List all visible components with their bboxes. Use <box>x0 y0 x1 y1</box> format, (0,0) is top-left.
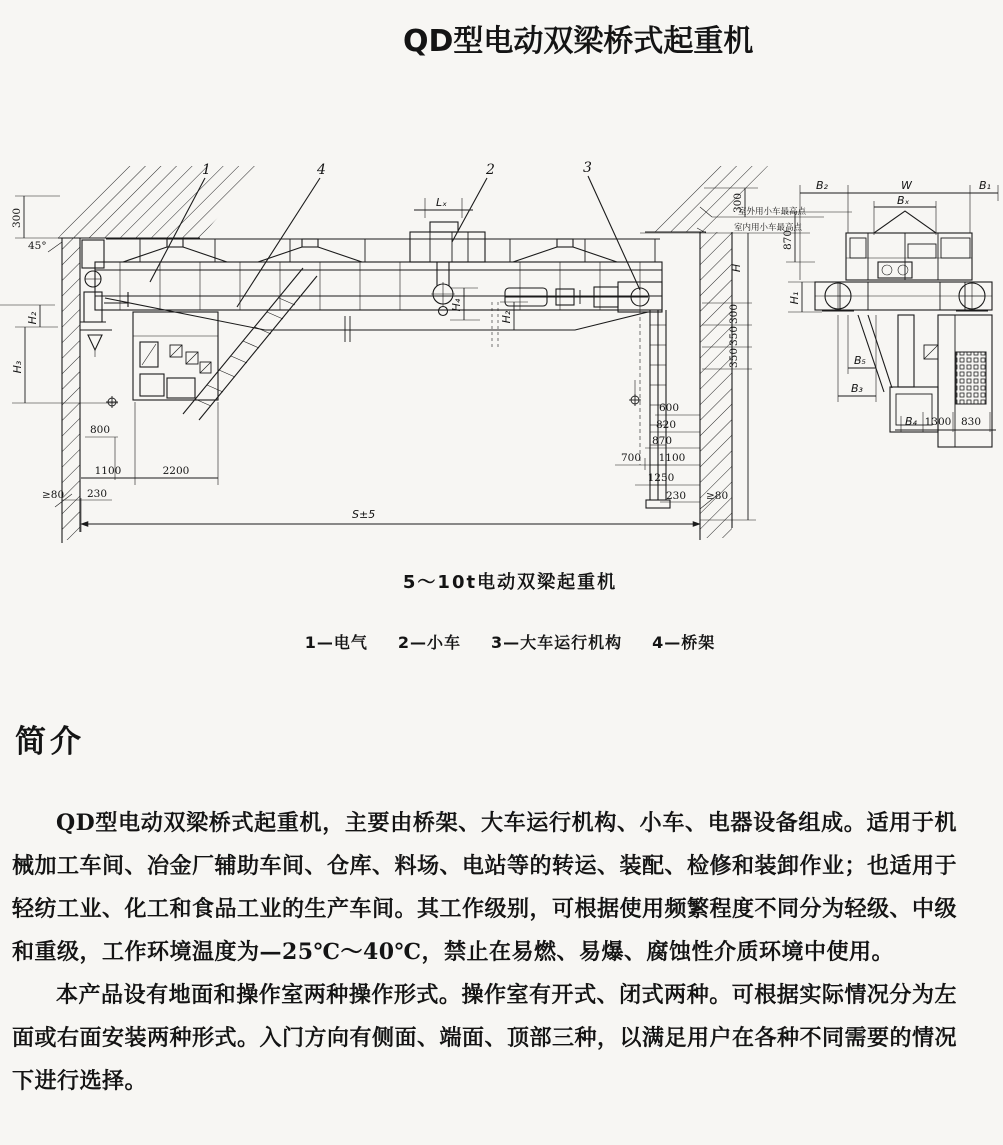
dim-span-label: S±5 <box>352 508 376 521</box>
dim-b1: B₁ <box>979 179 991 192</box>
dim-820: 820 <box>655 419 677 431</box>
festoon-support <box>123 239 617 262</box>
legend-item-travel-mechanism: 3—大车运行机构 <box>491 633 623 652</box>
dim-stack-300: 300 <box>728 303 740 325</box>
callout-1: 1 <box>202 162 211 178</box>
dim-ge80-left: ≥80 <box>42 489 65 501</box>
hook-position-marks <box>12 380 641 408</box>
dim-w: W <box>901 179 912 192</box>
dim-span <box>81 498 700 532</box>
side-trolley <box>846 211 972 280</box>
dim-h: H <box>730 263 743 273</box>
intro-paragraph-2: 本产品设有地面和操作室两种操作形式。操作室有开式、闭式两种。可根据实际情况分为左面或右面安装两种形式。入门方向有侧面、端面、顶部三种，以满足用户在各种不同需要的情况下进行选择。 <box>12 982 958 1094</box>
dim-b3: B₃ <box>851 382 863 395</box>
dim-h4: H₄ <box>450 298 463 312</box>
dim-700: 700 <box>620 452 642 464</box>
legend-item-trolley: 2—小车 <box>397 633 461 652</box>
intro-paragraphs <box>12 802 957 1103</box>
dim-b4: B₄ <box>905 415 917 428</box>
callout-2: 2 <box>486 162 495 178</box>
page-title: QD型电动双梁桥式起重机 <box>403 24 754 59</box>
dim-1100-left: 1100 <box>94 465 122 477</box>
end-carriage-left <box>80 240 128 357</box>
dim-stack-350a: 350 <box>728 325 740 347</box>
figure-caption: 5～10t电动双梁起重机 <box>402 572 618 593</box>
dim-h2-left: H₂ <box>26 311 39 325</box>
section-heading: 简介 <box>15 724 85 760</box>
dim-45deg: 45° <box>28 240 47 252</box>
dim-300-top: 300 <box>732 192 744 214</box>
side-girders <box>815 282 992 311</box>
dims-left <box>0 196 218 507</box>
dim-b5: B₅ <box>854 354 866 367</box>
dim-h3: H₃ <box>11 360 24 374</box>
dim-600: 600 <box>658 402 680 414</box>
dim-h2-center: H₂ <box>500 310 513 324</box>
front-view <box>0 160 824 543</box>
dim-870-right: 870 <box>651 435 673 447</box>
dim-2200: 2200 <box>162 465 190 477</box>
intro-paragraph-1: QD型电动双梁桥式起重机，主要由桥架、大车运行机构、小车、电器设备组成。适用于机械加工车间、冶金厂辅助车间、仓库、料场、电站等的转运、装配、检修和装卸作业；也适用于轻纺工业、化工和食品工业的生产车间。其工作级别，可根据使用频繁程度不同分为轻级、中级和重级，工作环境温度为—25℃～40℃，禁止在易燃、易爆、腐蚀性介质环境中使用。 <box>12 810 958 965</box>
side-dims-bottom <box>895 412 996 432</box>
dim-300-left: 300 <box>11 207 23 229</box>
crane-technical-drawing <box>0 145 1003 555</box>
note-outdoor: 室外用小车最高点 <box>738 207 807 217</box>
dim-b2: B₂ <box>816 179 828 192</box>
dim-h1: H₁ <box>788 291 801 305</box>
dim-230-right: 230 <box>665 490 687 502</box>
note-indoor: 室内用小车最高点 <box>734 223 803 233</box>
callout-4: 4 <box>317 162 326 178</box>
dim-230-left: 230 <box>87 488 108 500</box>
dim-800: 800 <box>89 424 111 436</box>
callout-3: 3 <box>583 160 592 176</box>
figure-legend <box>0 630 1003 653</box>
bridge-handrail <box>106 239 660 262</box>
bridge-girder <box>95 262 662 348</box>
dim-bx: Bₓ <box>897 194 910 207</box>
side-dims-top <box>800 179 998 280</box>
dim-1300: 1300 <box>924 416 952 428</box>
dim-stack-350b: 350 <box>728 347 740 369</box>
dim-870-side: 870 <box>782 229 794 251</box>
legend-item-electrics: 1—电气 <box>304 633 368 652</box>
dim-lx: Lₓ <box>436 196 448 209</box>
dim-1250: 1250 <box>647 472 675 484</box>
side-dims-b <box>838 315 876 402</box>
trolley <box>410 222 485 316</box>
access-stair <box>183 268 317 420</box>
legend-item-bridge: 4—桥架 <box>652 633 716 652</box>
dim-ge80-right: ≥80 <box>706 490 729 502</box>
dim-830: 830 <box>960 416 982 428</box>
side-view <box>782 179 998 447</box>
dim-1100-right: 1100 <box>658 452 686 464</box>
